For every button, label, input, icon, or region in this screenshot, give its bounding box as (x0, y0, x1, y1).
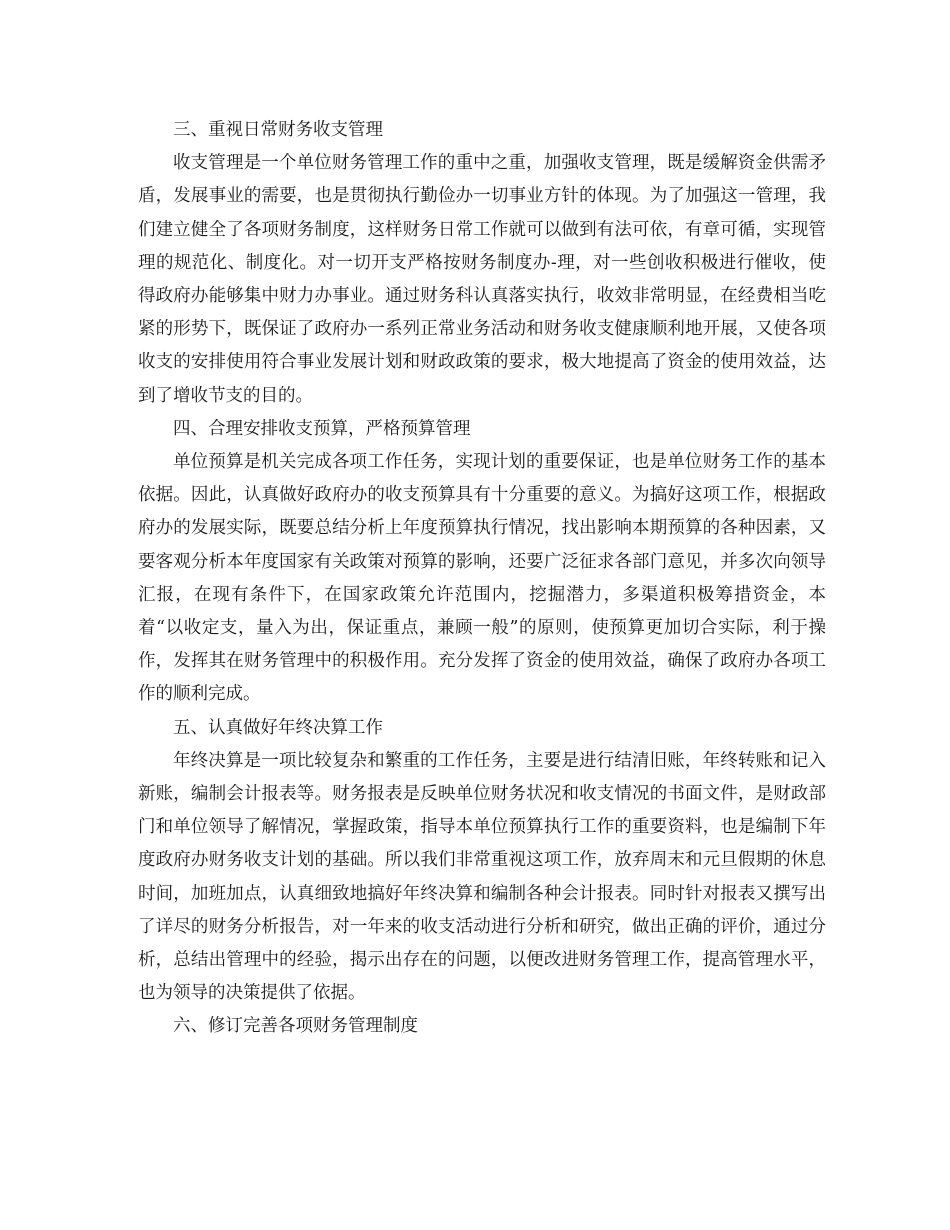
section-paragraph-5: 年终决算是一项比较复杂和繁重的工作任务，主要是进行结清旧账，年终转账和记入新账，编制会计报表等。财务报表是反映单位财务状况和收支情况的书面文件，是财政部门和单位领导了解情况，掌握政策，指导本单位预算执行工作的重要资料，也是编制下年度政府办财务收支计划的基础。所以我们非常重视这项工作，放弃周末和元旦假期的休息时间，加班加点，认真细致地搞好年终决算和编制各种会计报表。同时针对报表又撰写出了详尽的财务分析报告，对一年来的收支活动进行分析和研究，做出正确的评价，通过分析，总结出管理中的经验，揭示出存在的问题，以便改进财务管理工作，提高管理水平，也为领导的决策提供了依据。 (138, 750, 826, 1004)
section-heading-5: 五、认真做好年终决算工作 (173, 717, 383, 738)
section-heading-3: 三、重视日常财务收支管理 (173, 120, 383, 140)
document-body (138, 114, 826, 1044)
section-paragraph-3: 收支管理是一个单位财务管理工作的重中之重，加强收支管理，既是缓解资金供需矛盾，发展事业的需要，也是贯彻执行勤俭办一切事业方针的体现。为了加强这一管理，我们建立健全了各项财务制度，这样财务日常工作就可以做到有法可依，有章可循，实现管理的规范化、制度化。对一切开支严格按财务制度办-理，对一些创收积极进行催收，使得政府办能够集中财力办事业。通过财务科认真落实执行，收效非常明显，在经费相当吃紧的形势下，既保证了政府办一系列正常业务活动和财务收支健康顺利地开展，又使各项收支的安排使用符合事业发展计划和财政政策的要求，极大地提高了资金的使用效益，达到了增收节支的目的。 (138, 153, 826, 406)
section-heading-4: 四、合理安排收支预算，严格预算管理 (173, 418, 471, 439)
section-heading-6: 六、修订完善各项财务管理制度 (173, 1016, 418, 1037)
section-paragraph-4: 单位预算是机关完成各项工作任务，实现计划的重要保证，也是单位财务工作的基本依据。因此，认真做好政府办的收支预算具有十分重要的意义。为搞好这项工作，根据政府办的发展实际，既要总结分析上年度预算执行情况，找出影响本期预算的各种因素，又要客观分析本年度国家有关政策对预算的影响，还要广泛征求各部门意见，并多次向领导汇报，在现有条件下，在国家政策允许范围内，挖掘潜力，多渠道积极筹措资金，本着“以收定支，量入为出，保证重点，兼顾一般”的原则，使预算更加切合实际，利于操作，发挥其在财务管理中的积极作用。充分发挥了资金的使用效益，确保了政府办各项工作的顺利完成。 (138, 452, 826, 705)
